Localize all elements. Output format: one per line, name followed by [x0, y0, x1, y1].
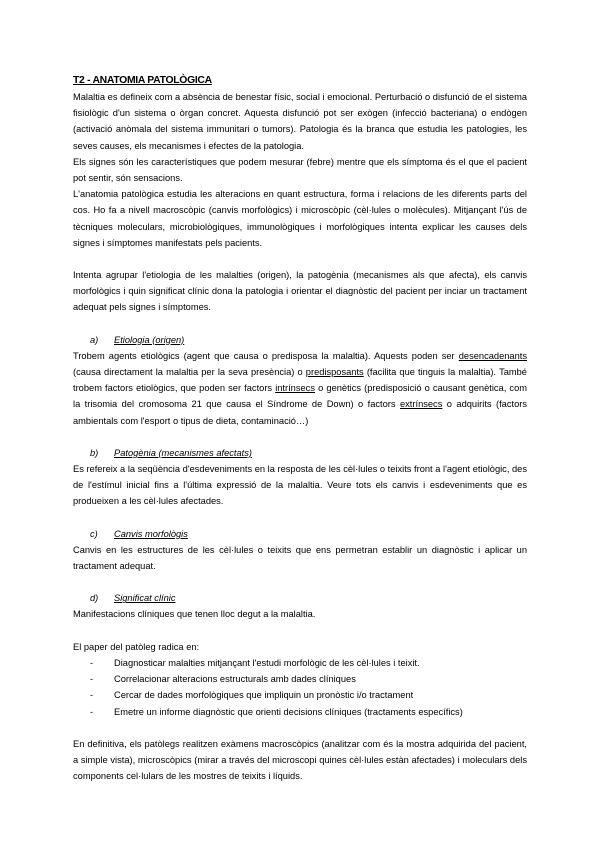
section-a-title: Etiologia (origen) — [114, 334, 185, 345]
section-d-text: Manifestacions clíniques que tenen lloc degut a la malaltia. — [73, 609, 316, 620]
list-item: - Cercar de dades morfològiques que impliquin un pronòstic i/o tractament — [90, 690, 414, 701]
term-intrinsecs: intrínsecs — [275, 383, 315, 394]
spacer — [73, 720, 527, 736]
intro-paragraph-2: Els signes són les característiques que podem mesurar (febre) mentre que els símptoma és el que el pacient pot sentir, són sensacions. — [73, 156, 527, 184]
term-extrinsecs: extrínsecs — [399, 399, 443, 410]
spacer — [73, 429, 527, 445]
list-item: - Diagnosticar malalties mitjançant l'estudi morfològic de les cèl·lules i teixit. — [90, 657, 420, 668]
section-d-heading — [73, 590, 527, 606]
section-c-heading — [73, 526, 527, 542]
section-b-text: Es refereix a la seqüència d'esdeveniments en la resposta de les cèl·lules o teixits front a l'agent etiològic, des de l'estímul inicial fins a l'última expressió de la malaltia. Veure tots els canvis i esdeveniments que es produeixen a les cèl·lules afectades. — [73, 464, 527, 507]
spacer — [73, 510, 527, 526]
page-title: T2 - ANATOMIA PATOLÒGICA — [73, 75, 212, 86]
role-list — [73, 655, 527, 720]
spacer — [73, 316, 527, 332]
section-b-heading — [73, 445, 527, 461]
list-item: - Correlacionar alteracions estructurals amb dades clíniques — [90, 674, 356, 685]
section-b-title: Patogènia (mecanismes afectats) — [114, 447, 252, 458]
intro-paragraph-4: Intenta agrupar l'etiologia de les malalties (origen), la patogènia (mecanismes als que afecta), els canvis morfològics i quin significat clínic dona la patologia i orientar el diagnòstic del pacient per inciar un tractament adequat pels signes i símptomes. — [73, 270, 527, 313]
conclusion-paragraph: En definitiva, els patòlegs realitzen exàmens macroscòpics (analitzar com és la mostra adquirida del pacient, a simple vista), microscòpics (mirar a través del microscopi quines cèl·lules estàn afectades) i moleculars dels components cel·lulars de les mostres de teixits i líquids. — [73, 738, 527, 782]
section-d-letter: d) — [90, 593, 99, 604]
section-c-text: Canvis en les estructures de les cèl·lules o teixits que ens permetran establir un diagnòstic i aplicar un tractament adequat. — [73, 544, 527, 572]
spacer — [73, 251, 527, 267]
role-lead: El paper del patòleg radica en: — [73, 641, 200, 652]
spacer — [73, 623, 527, 639]
list-item: - Emetre un informe diagnòstic que orienti decisions clíniques (tractaments específics) — [90, 706, 463, 717]
section-a-heading — [73, 332, 527, 348]
intro-paragraph-1: Malaltia es defineix com a absència de benestar físic, social i emocional. Perturbació o disfunció de el sistema fisiològic d'un sistema o òrgan concret. Aquesta disfunció pot ser exògen (infecció bacteriana) o endògen (activació anòmala del sistema immunitari o tumors). Patologia és la branca que estudia les patologies, les seves causes, els mecanismes i efectes de la patologia. — [73, 92, 527, 151]
section-a-letter: a) — [90, 334, 99, 345]
term-desencadenants: desencadenants — [458, 350, 527, 361]
term-predisposants: predisposants — [305, 367, 364, 378]
intro-paragraph-3: L'anatomia patològica estudia les alteracions en quant estructura, forma i relacions de les diferents parts del cos. Ho fa a nivell macroscòpic (canvis morfològics) i microscòpic (cèl·lules o molècules). Mitjançant l'ús de tècniques moleculars, microbiològiques, immunològiques i morfològiques intenta explicar les causes dels signes i símptomes manifestats pels pacients. — [73, 189, 527, 248]
section-a-text: Trobem agents etiològics (agent que causa o predisposa la malaltia). Aquests poden ser desencadenants (causa directament la malaltia per la seva presència) o predisposants (facilita que tinguis la malaltia). També trobem factors etiològics, que poden ser factors intrínsecs o genètics (predisposició o causant genètica, com la trisomia del cromosoma 21 que causa el Síndrome de Down) o factors extrínsecs o adquirits (factors ambientals com l'esport o tipus de dieta, contaminació…) — [73, 350, 527, 426]
spacer — [73, 574, 527, 590]
section-c-letter: c) — [90, 528, 98, 539]
section-c-title: Canvis morfològis — [114, 528, 188, 539]
section-b-letter: b) — [90, 447, 99, 458]
section-d-title: Significat clínic — [114, 593, 176, 604]
